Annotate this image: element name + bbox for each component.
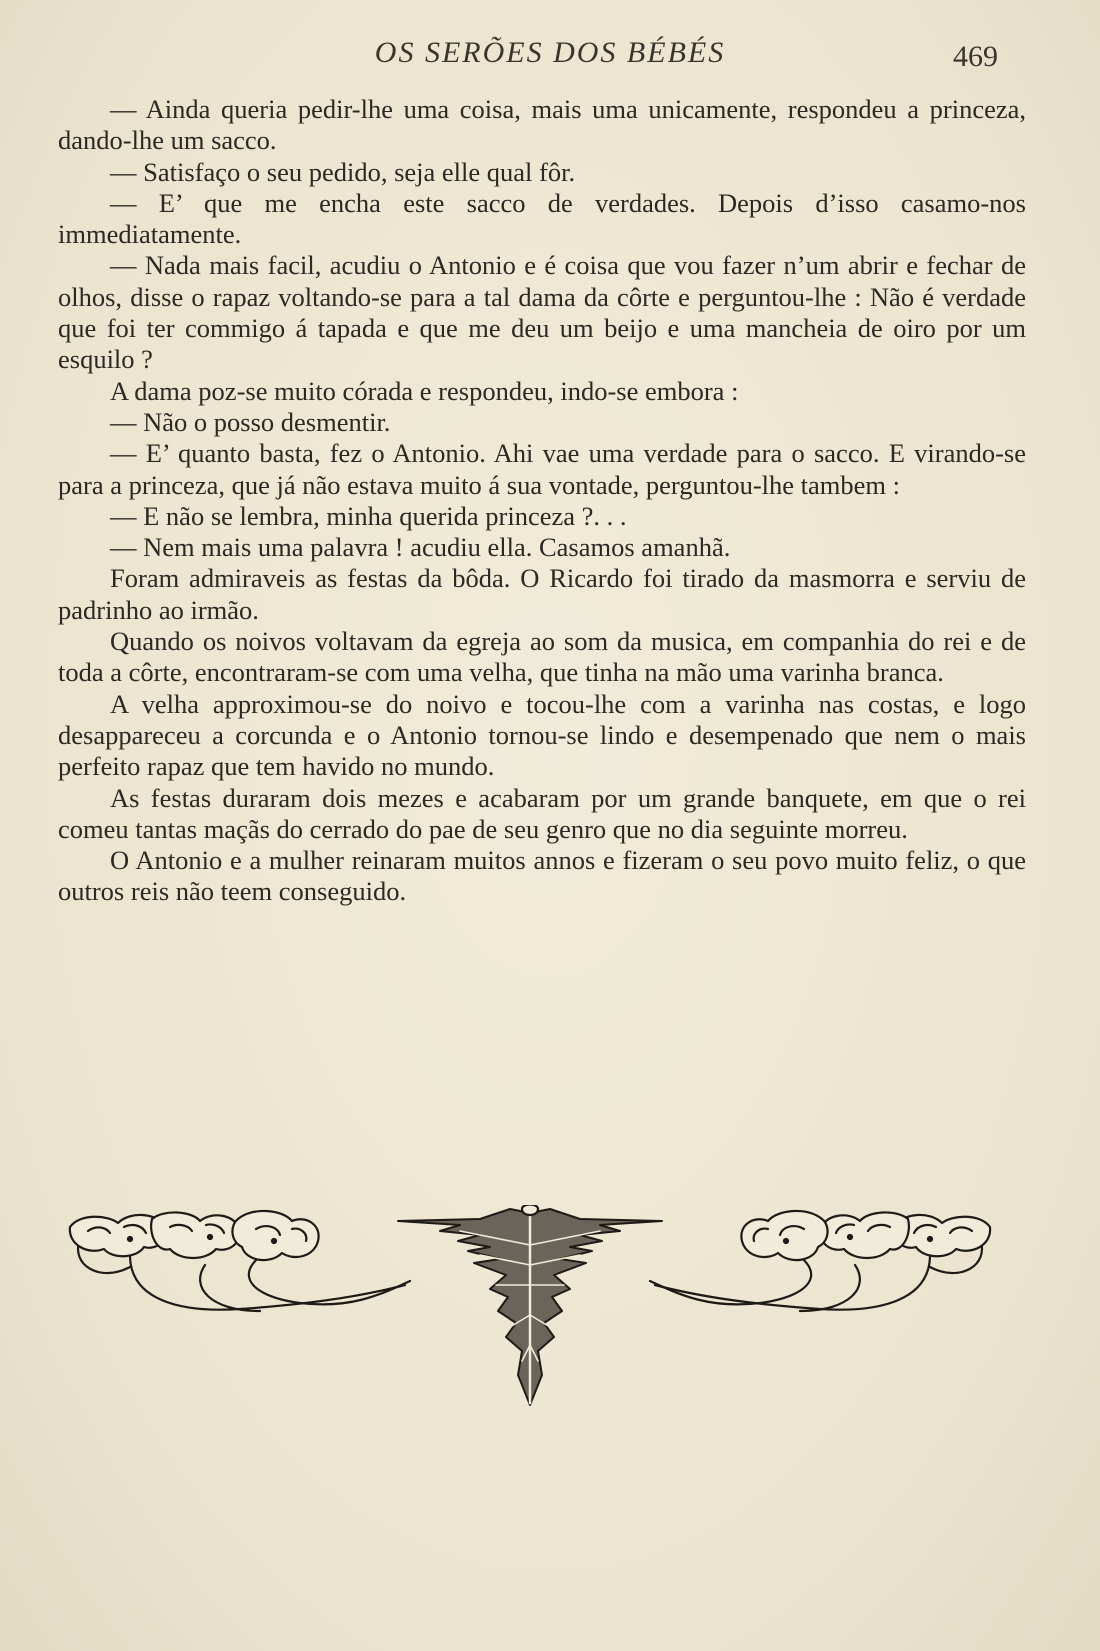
paragraph: As festas duraram dois mezes e acabaram por um grande banquete, em que o rei comeu tantas maçãs do cerrado do pae de seu genro que no dia seguinte morreu. xyxy=(58,782,1026,844)
paragraph: — E não se lembra, minha querida princeza ?. . . xyxy=(110,500,627,531)
paragraph: — E’ que me encha este sacco de verdades. Depois d’isso casamo-nos immediatamente. xyxy=(58,187,1026,250)
running-head-title: OS SERÕES DOS BÉBÉS xyxy=(374,36,726,69)
floral-leaf-vignette-icon xyxy=(60,1205,1000,1435)
paragraph: A velha approximou-se do noivo e tocou-lhe com a varinha nas costas, e logo desappareceu a corcunda e o Antonio tornou-se lindo e desempenado que nem o mais perfeito rapaz que tem havido no mundo. xyxy=(58,688,1026,782)
paragraph: — Nem mais uma palavra ! acudiu ella. Casamos amanhã. xyxy=(110,532,731,563)
paragraph: Quando os noivos voltavam da egreja ao som da musica, em companhia do rei e de toda a côrte, encontraram-se com uma velha, que tinha na mão uma varinha branca. xyxy=(58,626,1026,688)
paragraph: — Nada mais facil, acudiu o Antonio e é coisa que vou fazer n’um abrir e fechar de olhos, disse o rapaz voltando-se para a tal dama da côrte e perguntou-lhe : Não é verdade que foi ter commigo á tapada e que me deu um beijo e uma mancheia de oiro por um esquilo ? xyxy=(58,250,1026,375)
paragraph: Foram admiraveis as festas da bôda. O Ricardo foi tirado da masmorra e serviu de padrinho ao irmão. xyxy=(58,563,1026,625)
central-leaf xyxy=(398,1205,662,1405)
page-number: 469 xyxy=(953,40,998,73)
paragraph: — Não o posso desmentir. xyxy=(110,406,391,437)
paragraph: — Ainda queria pedir-lhe uma coisa, mais uma unicamente, respondeu a princeza, dando-lhe um sacco. xyxy=(58,94,1026,156)
paragraph: A dama poz-se muito córada e respondeu, indo-se embora : xyxy=(110,375,739,406)
paragraph: O Antonio e a mulher reinaram muitos annos e fizeram o seu povo muito feliz, o que outros reis não teem conseguido. xyxy=(58,845,1026,907)
left-blossoms xyxy=(70,1211,319,1260)
running-head xyxy=(0,32,1100,72)
paragraph: — Satisfaço o seu pedido, seja elle qual fôr. xyxy=(110,156,576,187)
body-text xyxy=(58,94,1026,908)
right-blossoms xyxy=(741,1211,990,1260)
paragraph: — E’ quanto basta, fez o Antonio. Ahi vae uma verdade para o sacco. E virando-se para a princeza, que já não estava muito á sua vontade, perguntou-lhe tambem : xyxy=(58,438,1026,500)
